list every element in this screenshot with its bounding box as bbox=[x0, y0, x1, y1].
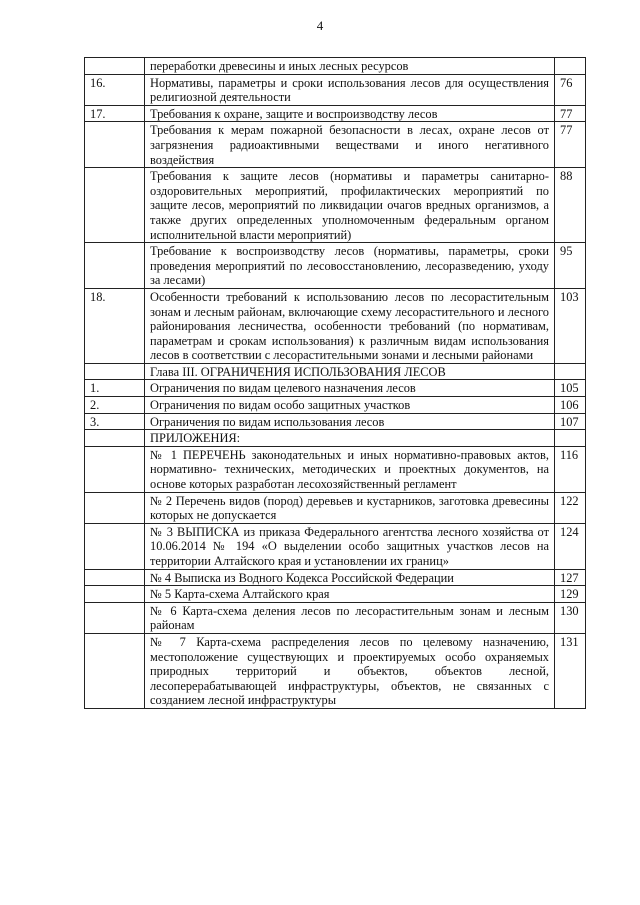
table-row bbox=[85, 492, 586, 523]
row-number bbox=[85, 58, 145, 75]
row-number: 18. bbox=[85, 288, 145, 363]
row-page: 88 bbox=[555, 168, 586, 243]
row-number bbox=[85, 122, 145, 168]
row-page: 129 bbox=[555, 586, 586, 603]
chapter-heading: Глава III. ОГРАНИЧЕНИЯ ИСПОЛЬЗОВАНИЯ ЛЕСОВ bbox=[145, 363, 555, 380]
table-row bbox=[85, 446, 586, 492]
row-title: Нормативы, параметры и сроки использования лесов для осуществления религиозной деятельности bbox=[145, 74, 555, 105]
row-number bbox=[85, 523, 145, 569]
row-number: 1. bbox=[85, 380, 145, 397]
row-page: 130 bbox=[555, 602, 586, 633]
table-row bbox=[85, 586, 586, 603]
row-title: № 4 Выписка из Водного Кодекса Российской Федерации bbox=[145, 569, 555, 586]
row-title: Ограничения по видам особо защитных участков bbox=[145, 397, 555, 414]
row-page bbox=[555, 58, 586, 75]
row-page: 77 bbox=[555, 122, 586, 168]
row-page: 76 bbox=[555, 74, 586, 105]
row-number: 17. bbox=[85, 105, 145, 122]
row-title: Особенности требований к использованию лесов по лесорастительным зонам и лесным районам, включающие схему лесорастительного и лесного районирования лесничества, особенности требований (по нормативам, параметрам и срокам использования) к различным видам использования лесов в соответствии с лесорастительными зонами и лесными районами bbox=[145, 288, 555, 363]
row-page: 77 bbox=[555, 105, 586, 122]
row-number bbox=[85, 569, 145, 586]
row-title: Требования к охране, защите и воспроизводству лесов bbox=[145, 105, 555, 122]
row-title: № 6 Карта-схема деления лесов по лесорастительным зонам и лесным районам bbox=[145, 602, 555, 633]
row-page: 124 bbox=[555, 523, 586, 569]
table-row bbox=[85, 58, 586, 75]
row-title: № 7 Карта-схема распределения лесов по целевому назначению, местоположение существующих и проектируемых особо охраняемых природных территорий и объектов, объектов лесной, лесоперерабатывающей инфраструктуры, объектов, не связанных с созданием лесной инфраструктуры bbox=[145, 633, 555, 708]
row-number bbox=[85, 363, 145, 380]
table-row bbox=[85, 243, 586, 289]
row-page: 105 bbox=[555, 380, 586, 397]
row-title: Требование к воспроизводству лесов (нормативы, параметры, сроки проведения мероприятий по лесовосстановлению, лесоразведению, уходу за лесами) bbox=[145, 243, 555, 289]
table-row bbox=[85, 523, 586, 569]
row-number bbox=[85, 243, 145, 289]
table-row bbox=[85, 397, 586, 414]
row-title: переработки древесины и иных лесных ресурсов bbox=[145, 58, 555, 75]
row-number bbox=[85, 492, 145, 523]
row-page: 107 bbox=[555, 413, 586, 430]
table-row bbox=[85, 168, 586, 243]
row-number: 16. bbox=[85, 74, 145, 105]
row-page: 95 bbox=[555, 243, 586, 289]
row-number bbox=[85, 430, 145, 447]
table-row bbox=[85, 363, 586, 380]
row-number bbox=[85, 602, 145, 633]
table-row bbox=[85, 122, 586, 168]
row-page: 122 bbox=[555, 492, 586, 523]
row-number bbox=[85, 168, 145, 243]
row-title: Ограничения по видам целевого назначения лесов bbox=[145, 380, 555, 397]
row-title: № 1 ПЕРЕЧЕНЬ законодательных и иных нормативно-правовых актов, нормативно- технических, методических и проектных документов, на основе которых разработан лесохозяйственный регламент bbox=[145, 446, 555, 492]
row-page bbox=[555, 363, 586, 380]
row-number: 2. bbox=[85, 397, 145, 414]
table-row bbox=[85, 288, 586, 363]
table-row bbox=[85, 380, 586, 397]
row-title: № 5 Карта-схема Алтайского края bbox=[145, 586, 555, 603]
row-page: 103 bbox=[555, 288, 586, 363]
table-row bbox=[85, 74, 586, 105]
row-title: Требования к защите лесов (нормативы и параметры санитарно-оздоровительных мероприятий, профилактических мероприятий по защите лесов, мероприятий по ликвидации очагов вредных организмов, а также других определенных уполномоченным федеральным органом исполнительной власти мероприятий) bbox=[145, 168, 555, 243]
table-row bbox=[85, 413, 586, 430]
row-title: № 2 Перечень видов (пород) деревьев и кустарников, заготовка древесины которых не допускается bbox=[145, 492, 555, 523]
row-number bbox=[85, 446, 145, 492]
row-title: Ограничения по видам использования лесов bbox=[145, 413, 555, 430]
table-row bbox=[85, 430, 586, 447]
table-row bbox=[85, 569, 586, 586]
row-number: 3. bbox=[85, 413, 145, 430]
table-row bbox=[85, 105, 586, 122]
page-number: 4 bbox=[316, 18, 324, 33]
table-row bbox=[85, 602, 586, 633]
row-page: 106 bbox=[555, 397, 586, 414]
table-of-contents bbox=[84, 57, 586, 709]
row-page: 116 bbox=[555, 446, 586, 492]
table-row bbox=[85, 633, 586, 708]
row-title: Требования к мерам пожарной безопасности в лесах, охране лесов от загрязнения радиоактивными веществами и иного негативного воздействия bbox=[145, 122, 555, 168]
row-page: 127 bbox=[555, 569, 586, 586]
appendix-heading: ПРИЛОЖЕНИЯ: bbox=[145, 430, 555, 447]
row-page bbox=[555, 430, 586, 447]
row-number bbox=[85, 633, 145, 708]
row-number bbox=[85, 586, 145, 603]
row-title: № 3 ВЫПИСКА из приказа Федерального агентства лесного хозяйства от 10.06.2014 № 194 «О выделении особо защитных участков лесов на территории Алтайского края и установлении их границ» bbox=[145, 523, 555, 569]
row-page: 131 bbox=[555, 633, 586, 708]
